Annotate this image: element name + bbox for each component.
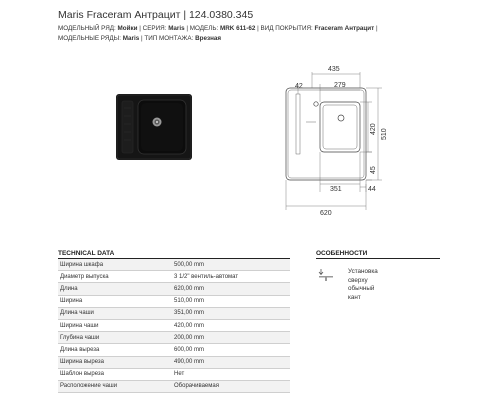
feature-line: сверху — [348, 276, 368, 284]
table-row — [58, 295, 290, 307]
spec-value: 420,00 mm — [172, 319, 290, 331]
spec-value: 200,00 mm — [172, 332, 290, 344]
meta-line-2: МОДЕЛЬНЫЕ РЯДЫ: Maris | ТИП МОНТАЖА: Врезная — [58, 35, 222, 42]
feature-line: обычный — [348, 285, 375, 292]
spec-value: Нет — [172, 368, 290, 380]
spec-value: Оборачиваемая — [172, 380, 290, 392]
dim-351: 351 — [330, 186, 342, 193]
features-heading: ОСОБЕННОСТИ — [316, 250, 368, 257]
spec-label: Длина — [58, 283, 172, 295]
meta-label: ВИД ПОКРЫТИЯ — [260, 25, 312, 32]
spec-value: 510,00 mm — [172, 295, 290, 307]
feature-line: кант — [348, 293, 361, 301]
feature-line: Установка — [348, 268, 378, 275]
spec-label: Диаметр выпуска — [58, 271, 172, 283]
table-row — [58, 283, 290, 295]
meta-value: Fraceram Антрацит — [314, 25, 375, 32]
dim-44: 44 — [368, 186, 376, 193]
table-row — [58, 319, 290, 331]
spec-value: 500,00 mm — [172, 259, 290, 271]
table-row — [58, 307, 290, 319]
table-row — [58, 356, 290, 368]
spec-label: Шаблон выреза — [58, 368, 172, 380]
spec-value: 3 1/2" вентиль-автомат — [172, 271, 290, 283]
meta-label: СЕРИЯ — [142, 25, 165, 32]
spec-label: Расположение чаши — [58, 380, 172, 392]
dim-435: 435 — [328, 66, 340, 73]
spec-value: 600,00 mm — [172, 344, 290, 356]
table-row — [58, 380, 290, 392]
spec-label: Длина выреза — [58, 344, 172, 356]
feature-description — [348, 268, 408, 302]
meta-line-1: МОДЕЛЬНЫЙ РЯД: Мойки | СЕРИЯ: Maris | МОДЕЛЬ: MRK 611-62 | ВИД ПОКРЫТИЯ: Fraceram Антрацит | — [58, 25, 378, 32]
technical-data-heading: TECHNICAL DATA — [58, 250, 115, 257]
meta-value: Maris — [168, 25, 185, 32]
dimension-drawing — [282, 60, 422, 216]
spec-label: Длина чаши — [58, 307, 172, 319]
sink-product-image — [116, 94, 192, 160]
spec-value: 490,00 mm — [172, 356, 290, 368]
table-row — [58, 271, 290, 283]
spec-value: 620,00 mm — [172, 283, 290, 295]
technical-data-table — [58, 259, 290, 393]
meta-value: Мойки — [117, 25, 138, 32]
product-title: Maris Fraceram Антрацит | 124.0380.345 — [58, 9, 254, 21]
spec-value: 351,00 mm — [172, 307, 290, 319]
sink-edge-icon — [318, 268, 334, 282]
dim-45: 45 — [370, 166, 377, 174]
spec-label: Глубина чаши — [58, 332, 172, 344]
meta-label: МОДЕЛЬНЫЕ РЯДЫ — [58, 35, 120, 42]
dim-279: 279 — [334, 82, 346, 89]
dim-620: 620 — [320, 210, 332, 216]
meta-label: МОДЕЛЬНЫЙ РЯД — [58, 25, 115, 32]
spec-label: Ширина выреза — [58, 356, 172, 368]
spec-label: Ширина — [58, 295, 172, 307]
table-row — [58, 344, 290, 356]
features-divider — [316, 258, 440, 259]
meta-value: Maris — [122, 35, 140, 42]
meta-value: MRK 611-62 — [220, 25, 256, 32]
meta-label: МОДЕЛЬ — [189, 25, 217, 32]
table-row — [58, 368, 290, 380]
spec-label: Ширина чаши — [58, 319, 172, 331]
spec-label: Ширина шкафа — [58, 259, 172, 271]
dim-42: 42 — [295, 83, 303, 90]
meta-value: Врезная — [195, 35, 222, 42]
meta-label: ТИП МОНТАЖА — [144, 35, 192, 42]
dim-510: 510 — [381, 128, 388, 140]
table-row — [58, 259, 290, 271]
dim-420: 420 — [370, 123, 377, 135]
table-row — [58, 332, 290, 344]
